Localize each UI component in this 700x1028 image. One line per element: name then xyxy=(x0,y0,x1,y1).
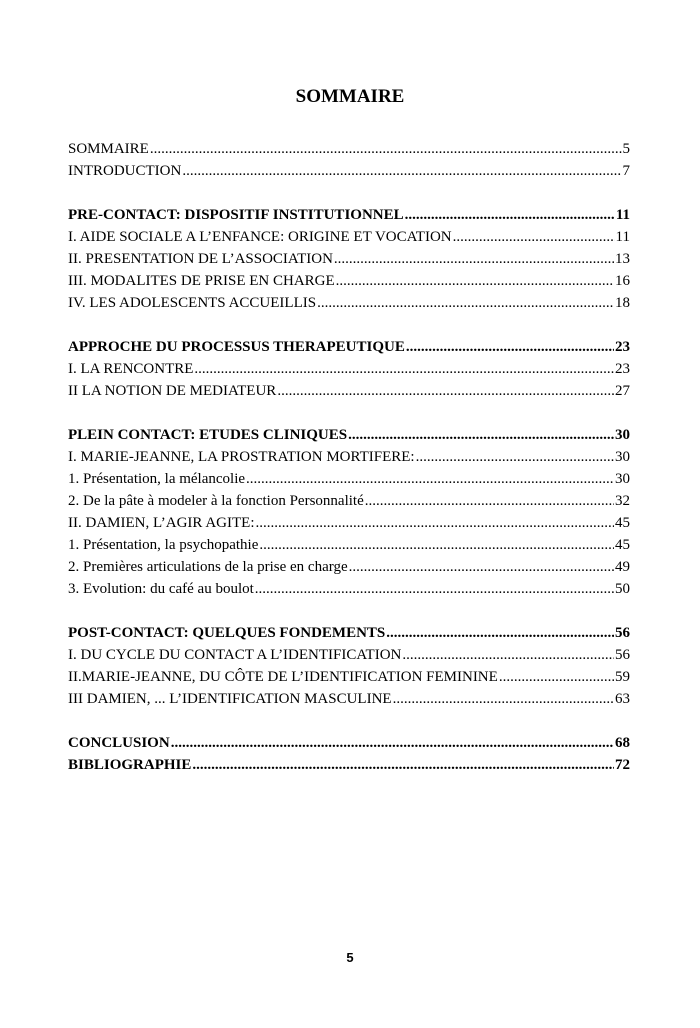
toc-entry-page: 11 xyxy=(615,207,630,223)
toc-entry[interactable] xyxy=(68,556,630,578)
toc-group xyxy=(68,424,630,600)
dot-leader xyxy=(259,534,614,556)
toc-entry-label: IV. LES ADOLESCENTS ACCUEILLIS xyxy=(68,295,317,311)
toc-entry[interactable] xyxy=(68,160,630,182)
dot-leader xyxy=(171,732,614,754)
toc-entry-label: II. PRESENTATION DE L’ASSOCIATION xyxy=(68,251,333,267)
toc-entry-label: II.MARIE-JEANNE, DU CÔTE DE L’IDENTIFICATION FEMININE xyxy=(68,669,498,685)
dot-leader xyxy=(277,380,614,402)
toc-entry-page: 13 xyxy=(615,251,630,267)
toc-entry[interactable] xyxy=(68,732,630,754)
toc-entry[interactable] xyxy=(68,336,630,358)
toc-entry-page: 45 xyxy=(615,515,630,531)
toc-entry-label: III DAMIEN, ... L’IDENTIFICATION MASCULINE xyxy=(68,691,392,707)
toc-entry-label: SOMMAIRE xyxy=(68,141,149,157)
page-title: SOMMAIRE xyxy=(295,86,405,107)
toc-entry-page: 7 xyxy=(622,163,630,179)
dot-leader xyxy=(336,270,614,292)
toc-group xyxy=(68,204,630,314)
toc-entry-label: INTRODUCTION xyxy=(68,163,182,179)
dot-leader xyxy=(255,578,614,600)
toc-group xyxy=(68,622,630,710)
toc-entry-label: PLEIN CONTACT: ETUDES CLINIQUES xyxy=(68,427,348,443)
toc-entry-label: II LA NOTION DE MEDIATEUR xyxy=(68,383,277,399)
toc-entry[interactable] xyxy=(68,248,630,270)
toc-entry[interactable] xyxy=(68,666,630,688)
toc-entry-page: 16 xyxy=(615,273,630,289)
toc-entry-label: II. DAMIEN, L’AGIR AGITE: xyxy=(68,515,255,531)
toc-entry-page: 5 xyxy=(622,141,630,157)
toc-entry[interactable] xyxy=(68,380,630,402)
toc-entry-page: 23 xyxy=(615,339,630,355)
dot-leader xyxy=(393,688,614,710)
toc-entry-label: I. AIDE SOCIALE A L’ENFANCE: ORIGINE ET VOCATION xyxy=(68,229,452,245)
toc-entry[interactable] xyxy=(68,534,630,556)
toc-entry-page: 50 xyxy=(615,581,630,597)
toc-entry-label: POST-CONTACT: QUELQUES FONDEMENTS xyxy=(68,625,386,641)
toc-entry[interactable] xyxy=(68,138,630,160)
toc-entry-page: 30 xyxy=(615,427,630,443)
dot-leader xyxy=(194,358,614,380)
table-of-contents xyxy=(68,138,630,798)
toc-entry-label: I. MARIE-JEANNE, LA PROSTRATION MORTIFERE: xyxy=(68,449,415,465)
toc-entry-label: CONCLUSION xyxy=(68,735,170,751)
toc-entry-page: 72 xyxy=(615,757,630,773)
toc-entry-page: 23 xyxy=(615,361,630,377)
toc-entry-label: III. MODALITES DE PRISE EN CHARGE xyxy=(68,273,335,289)
toc-entry-label: PRE-CONTACT: DISPOSITIF INSTITUTIONNEL xyxy=(68,207,404,223)
toc-entry[interactable] xyxy=(68,490,630,512)
toc-entry-page: 30 xyxy=(615,449,630,465)
toc-entry-label: 1. Présentation, la mélancolie xyxy=(68,471,246,487)
toc-entry-label: APPROCHE DU PROCESSUS THERAPEUTIQUE xyxy=(68,339,405,355)
dot-leader xyxy=(405,204,615,226)
toc-entry[interactable] xyxy=(68,446,630,468)
dot-leader xyxy=(349,556,614,578)
toc-entry-label: 3. Evolution: du café au boulot xyxy=(68,581,254,597)
toc-entry[interactable] xyxy=(68,688,630,710)
toc-entry-label: I. LA RENCONTRE xyxy=(68,361,194,377)
dot-leader xyxy=(317,292,614,314)
toc-entry-label: 2. Premières articulations de la prise en charge xyxy=(68,559,348,575)
dot-leader xyxy=(256,512,614,534)
toc-entry[interactable] xyxy=(68,578,630,600)
toc-entry-page: 63 xyxy=(615,691,630,707)
toc-entry-page: 18 xyxy=(615,295,630,311)
dot-leader xyxy=(416,446,614,468)
toc-entry-page: 56 xyxy=(615,647,630,663)
toc-entry-page: 45 xyxy=(615,537,630,553)
toc-entry[interactable] xyxy=(68,644,630,666)
toc-entry-label: 1. Présentation, la psychopathie xyxy=(68,537,259,553)
dot-leader xyxy=(406,336,614,358)
dot-leader xyxy=(386,622,614,644)
toc-entry-page: 27 xyxy=(615,383,630,399)
dot-leader xyxy=(246,468,614,490)
dot-leader xyxy=(402,644,614,666)
toc-entry-page: 30 xyxy=(615,471,630,487)
toc-entry[interactable] xyxy=(68,754,630,776)
dot-leader xyxy=(150,138,622,160)
toc-entry[interactable] xyxy=(68,226,630,248)
dot-leader xyxy=(192,754,614,776)
toc-group xyxy=(68,336,630,402)
dot-leader xyxy=(453,226,615,248)
toc-entry[interactable] xyxy=(68,204,630,226)
toc-entry[interactable] xyxy=(68,622,630,644)
toc-entry-label: BIBLIOGRAPHIE xyxy=(68,757,192,773)
toc-entry-page: 56 xyxy=(615,625,630,641)
toc-entry-page: 49 xyxy=(615,559,630,575)
toc-entry-page: 32 xyxy=(615,493,630,509)
toc-entry-label: 2. De la pâte à modeler à la fonction Personnalité xyxy=(68,493,364,509)
toc-entry-page: 59 xyxy=(615,669,630,685)
toc-entry[interactable] xyxy=(68,292,630,314)
dot-leader xyxy=(334,248,614,270)
dot-leader xyxy=(365,490,614,512)
toc-entry[interactable] xyxy=(68,424,630,446)
toc-entry-page: 68 xyxy=(615,735,630,751)
toc-group xyxy=(68,732,630,776)
toc-group xyxy=(68,138,630,182)
toc-entry[interactable] xyxy=(68,358,630,380)
dot-leader xyxy=(348,424,614,446)
toc-entry-page: 11 xyxy=(615,229,630,245)
toc-entry-label: I. DU CYCLE DU CONTACT A L’IDENTIFICATION xyxy=(68,647,402,663)
page-number: 5 xyxy=(346,950,354,965)
toc-entry[interactable] xyxy=(68,270,630,292)
toc-entry[interactable] xyxy=(68,512,630,534)
toc-entry[interactable] xyxy=(68,468,630,490)
dot-leader xyxy=(182,160,621,182)
dot-leader xyxy=(499,666,614,688)
